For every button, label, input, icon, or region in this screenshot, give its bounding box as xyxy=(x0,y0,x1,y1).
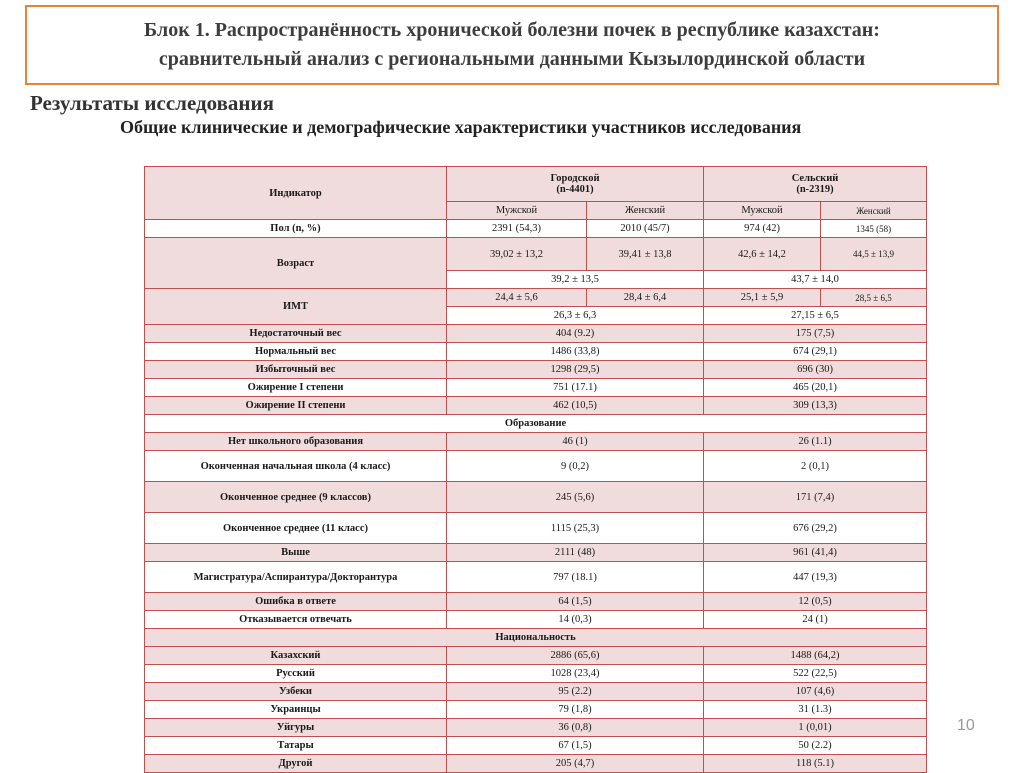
cell: 2010 (45/7) xyxy=(587,220,704,238)
cell: 50 (2.2) xyxy=(704,737,927,755)
characteristics-table xyxy=(144,166,927,773)
table-row xyxy=(145,611,927,629)
table-row xyxy=(145,220,927,238)
table-row xyxy=(145,361,927,379)
title-line-1: Блок 1. Распространённость хронической болезни почек в республике казахстан: xyxy=(144,19,880,41)
row-label: Возраст xyxy=(145,238,447,289)
cell: 1486 (33,8) xyxy=(447,343,704,361)
cell: 28,4 ± 6,4 xyxy=(587,289,704,307)
row-label: Выше xyxy=(145,544,447,562)
rural-header xyxy=(704,167,927,202)
table-row xyxy=(145,433,927,451)
cell: 39,2 ± 13,5 xyxy=(447,271,704,289)
results-heading: Результаты исследования xyxy=(30,91,274,115)
cell: 1 (0,01) xyxy=(704,719,927,737)
row-label: Русский xyxy=(145,665,447,683)
row-label: Недостаточный вес xyxy=(145,325,447,343)
section-header-row xyxy=(145,629,927,647)
title-box xyxy=(25,5,999,85)
cell: 462 (10,5) xyxy=(447,397,704,415)
row-label: Ошибка в ответе xyxy=(145,593,447,611)
cell: 961 (41,4) xyxy=(704,544,927,562)
cell: 205 (4,7) xyxy=(447,755,704,773)
cell: 404 (9.2) xyxy=(447,325,704,343)
table-row xyxy=(145,513,927,544)
cell: 2111 (48) xyxy=(447,544,704,562)
cell: 974 (42) xyxy=(704,220,821,238)
cell: 25,1 ± 5,9 xyxy=(704,289,821,307)
cell: 107 (4,6) xyxy=(704,683,927,701)
table-row xyxy=(145,665,927,683)
page-number: 10 xyxy=(957,717,975,734)
cell: 39,02 ± 13,2 xyxy=(447,238,587,271)
table-title: Общие клинические и демографические характеристики участников исследования xyxy=(120,117,802,137)
rural-female-header: Женский xyxy=(821,202,927,220)
cell: 676 (29,2) xyxy=(704,513,927,544)
rural-n: (n-2319) xyxy=(796,184,834,195)
row-label: Нормальный вес xyxy=(145,343,447,361)
cell: 24 (1) xyxy=(704,611,927,629)
cell: 245 (5,6) xyxy=(447,482,704,513)
table-row xyxy=(145,544,927,562)
row-label: Оконченное среднее (9 классов) xyxy=(145,482,447,513)
urban-male-header: Мужской xyxy=(447,202,587,220)
table-row xyxy=(145,482,927,513)
table-row xyxy=(145,737,927,755)
cell: 39,41 ± 13,8 xyxy=(587,238,704,271)
cell: 2391 (54,3) xyxy=(447,220,587,238)
cell: 42,6 ± 14,2 xyxy=(704,238,821,271)
row-label: Ожирение I степени xyxy=(145,379,447,397)
cell: 24,4 ± 5,6 xyxy=(447,289,587,307)
row-label: Оконченная начальная школа (4 класс) xyxy=(145,451,447,482)
cell: 674 (29,1) xyxy=(704,343,927,361)
cell: 2 (0,1) xyxy=(704,451,927,482)
cell: 2886 (65,6) xyxy=(447,647,704,665)
cell: 171 (7,4) xyxy=(704,482,927,513)
row-label: Нет школьного образования xyxy=(145,433,447,451)
nationality-header: Национальность xyxy=(145,629,927,647)
table-row xyxy=(145,719,927,737)
indicator-header: Индикатор xyxy=(145,167,447,220)
cell: 465 (20,1) xyxy=(704,379,927,397)
cell: 28,5 ± 6,5 xyxy=(821,289,927,307)
table-row xyxy=(145,701,927,719)
cell: 44,5 ± 13,9 xyxy=(821,238,927,271)
row-label: Украинцы xyxy=(145,701,447,719)
row-label: Магистратура/Аспирантура/Докторантура xyxy=(145,562,447,593)
cell: 26,3 ± 6,3 xyxy=(447,307,704,325)
table-row xyxy=(145,755,927,773)
table-header-row xyxy=(145,167,927,202)
cell: 67 (1,5) xyxy=(447,737,704,755)
urban-female-header: Женский xyxy=(587,202,704,220)
cell: 95 (2.2) xyxy=(447,683,704,701)
cell: 522 (22,5) xyxy=(704,665,927,683)
cell: 36 (0,8) xyxy=(447,719,704,737)
cell: 1488 (64,2) xyxy=(704,647,927,665)
cell: 46 (1) xyxy=(447,433,704,451)
urban-header xyxy=(447,167,704,202)
row-label: Татары xyxy=(145,737,447,755)
cell: 309 (13,3) xyxy=(704,397,927,415)
cell: 696 (30) xyxy=(704,361,927,379)
table-row xyxy=(145,343,927,361)
cell: 31 (1.3) xyxy=(704,701,927,719)
cell: 27,15 ± 6,5 xyxy=(704,307,927,325)
cell: 751 (17.1) xyxy=(447,379,704,397)
cell: 26 (1.1) xyxy=(704,433,927,451)
cell: 12 (0,5) xyxy=(704,593,927,611)
row-label: Уйгуры xyxy=(145,719,447,737)
rural-label: Сельский xyxy=(791,173,839,184)
cell: 79 (1,8) xyxy=(447,701,704,719)
rural-male-header: Мужской xyxy=(704,202,821,220)
row-label: Избыточный вес xyxy=(145,361,447,379)
row-label: Оконченное среднее (11 класс) xyxy=(145,513,447,544)
cell: 43,7 ± 14,0 xyxy=(704,271,927,289)
row-label: Ожирение II степени xyxy=(145,397,447,415)
education-header: Образование xyxy=(145,415,927,433)
cell: 1345 (58) xyxy=(821,220,927,238)
table-row xyxy=(145,238,927,271)
cell: 1298 (29,5) xyxy=(447,361,704,379)
table-row xyxy=(145,289,927,307)
cell: 9 (0,2) xyxy=(447,451,704,482)
cell: 447 (19,3) xyxy=(704,562,927,593)
urban-n: (n-4401) xyxy=(556,184,594,195)
table-row xyxy=(145,647,927,665)
table-row xyxy=(145,451,927,482)
cell: 64 (1,5) xyxy=(447,593,704,611)
cell: 14 (0,3) xyxy=(447,611,704,629)
urban-label: Городской xyxy=(550,173,600,184)
cell: 118 (5.1) xyxy=(704,755,927,773)
cell: 1115 (25,3) xyxy=(447,513,704,544)
table-row xyxy=(145,379,927,397)
row-label: ИМТ xyxy=(145,289,447,325)
table-row xyxy=(145,325,927,343)
table-row xyxy=(145,397,927,415)
row-label: Казахский xyxy=(145,647,447,665)
table-row xyxy=(145,683,927,701)
row-label: Другой xyxy=(145,755,447,773)
table-row xyxy=(145,562,927,593)
row-label: Пол (n, %) xyxy=(145,220,447,238)
cell: 1028 (23,4) xyxy=(447,665,704,683)
section-header-row xyxy=(145,415,927,433)
row-label: Узбеки xyxy=(145,683,447,701)
cell: 797 (18.1) xyxy=(447,562,704,593)
row-label: Отказывается отвечать xyxy=(145,611,447,629)
cell: 175 (7,5) xyxy=(704,325,927,343)
title-line-2: сравнительный анализ с региональными данными Кызылординской области xyxy=(158,48,866,70)
table-row xyxy=(145,593,927,611)
